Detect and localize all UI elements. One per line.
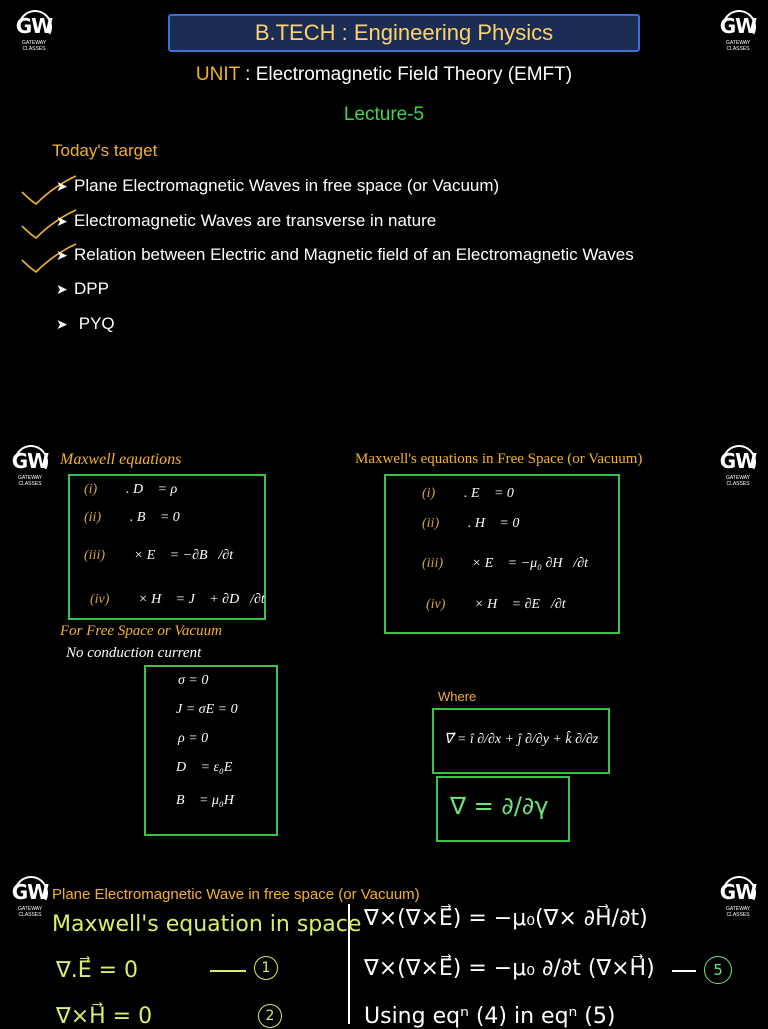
arrow-icon: ➤ bbox=[56, 247, 68, 263]
condition: ρ = 0 bbox=[178, 731, 209, 746]
target-item: ➤ DPP bbox=[56, 279, 109, 298]
target-item: ➤ Relation between Electric and Magnetic field of an Electromagnetic Waves bbox=[56, 245, 634, 264]
del-operator-def: ∇⃗ = î ∂/∂x + ĵ ∂/∂y + k̂ ∂/∂z bbox=[444, 732, 599, 747]
gw-logo: GW GATEWAY CLASSES bbox=[10, 445, 50, 485]
gw-logo: GW GATEWAY CLASSES bbox=[14, 10, 54, 50]
arrow-icon: ➤ bbox=[56, 178, 68, 194]
course-title: B.TECH : Engineering Physics bbox=[168, 14, 640, 52]
eq-number: 1 bbox=[254, 956, 278, 980]
unit-name: : Electromagnetic Field Theory (EMFT) bbox=[239, 64, 573, 85]
plane-wave-heading: Plane Electromagnetic Wave in free space (or Vacuum) bbox=[52, 886, 420, 903]
where-label: Where bbox=[438, 689, 477, 704]
gw-logo: GW GATEWAY CLASSES bbox=[10, 876, 50, 916]
dash-line bbox=[210, 970, 246, 972]
maxwell-eq: (iv) ∇⃗ × H⃗ = J⃗ + ∂D⃗/∂t bbox=[90, 592, 265, 607]
free-eq: (iv) ∇⃗ × H⃗ = ∂E⃗/∂t bbox=[426, 597, 566, 612]
no-current-label: No conduction current bbox=[66, 645, 202, 661]
free-space-eqs-heading: Maxwell's equations in Free Space (or Vacuum) bbox=[355, 451, 643, 467]
eq-number: 5 bbox=[704, 956, 732, 984]
gw-logo: GW GATEWAY CLASSES bbox=[718, 876, 758, 916]
handwritten-eq: ∇×(∇×E⃗) = −μ₀ ∂/∂t (∇×H⃗) bbox=[364, 956, 655, 981]
maxwell-eq: (i) ∇⃗ . D⃗ = ρ bbox=[84, 482, 178, 497]
condition: σ = 0 bbox=[178, 673, 209, 688]
free-eq: (ii) ∇⃗ . H⃗ = 0 bbox=[422, 516, 520, 531]
condition: D⃗ = ε₀E⃗ bbox=[176, 760, 244, 775]
target-item: ➤ Plane Electromagnetic Waves in free space (or Vacuum) bbox=[56, 176, 500, 195]
arrow-icon: ➤ bbox=[56, 316, 68, 332]
gw-logo: GW GATEWAY CLASSES bbox=[718, 10, 758, 50]
target-item: ➤ PYQ bbox=[56, 314, 115, 333]
maxwell-heading: Maxwell equations bbox=[60, 451, 182, 468]
arrow-icon: ➤ bbox=[56, 281, 68, 297]
handwritten-text: Using eqⁿ (4) in eqⁿ (5) bbox=[364, 1004, 616, 1029]
maxwell-eq: (ii) ∇⃗ . B⃗ = 0 bbox=[84, 510, 180, 525]
free-eq: (i) ∇⃗ . E⃗ = 0 bbox=[422, 486, 514, 501]
handwritten-text: Maxwell's equation in space bbox=[52, 912, 362, 937]
condition: J = σE = 0 bbox=[176, 702, 238, 717]
handwritten-del: ∇ = ∂/∂γ bbox=[450, 792, 549, 820]
free-eq: (iii) ∇⃗ × E⃗ = −μ₀ ∂H⃗/∂t bbox=[422, 556, 589, 571]
conditions-box bbox=[144, 665, 278, 836]
todays-target-heading: Today's target bbox=[52, 141, 158, 160]
unit-prefix: UNIT bbox=[195, 64, 240, 85]
lecture-label: Lecture-5 bbox=[343, 104, 425, 125]
condition: B⃗ = μ₀H⃗ bbox=[176, 793, 245, 808]
free-space-heading: For Free Space or Vacuum bbox=[60, 623, 222, 639]
maxwell-eq: (iii) ∇⃗ × E⃗ = −∂B⃗/∂t bbox=[84, 548, 234, 563]
handwritten-eq: ∇.E⃗ = 0 bbox=[56, 958, 139, 983]
gw-logo: GW GATEWAY CLASSES bbox=[718, 445, 758, 485]
handwritten-eq: ∇×(∇×E⃗) = −μ₀(∇× ∂H⃗/∂t) bbox=[364, 906, 648, 931]
handwritten-eq: ∇×H⃗ = 0 bbox=[56, 1004, 153, 1029]
target-item: ➤ Electromagnetic Waves are transverse in nature bbox=[56, 211, 437, 230]
arrow-icon: ➤ bbox=[56, 213, 68, 229]
eq-number: 2 bbox=[258, 1004, 282, 1028]
unit-title bbox=[0, 64, 768, 86]
dash-line bbox=[672, 970, 696, 972]
